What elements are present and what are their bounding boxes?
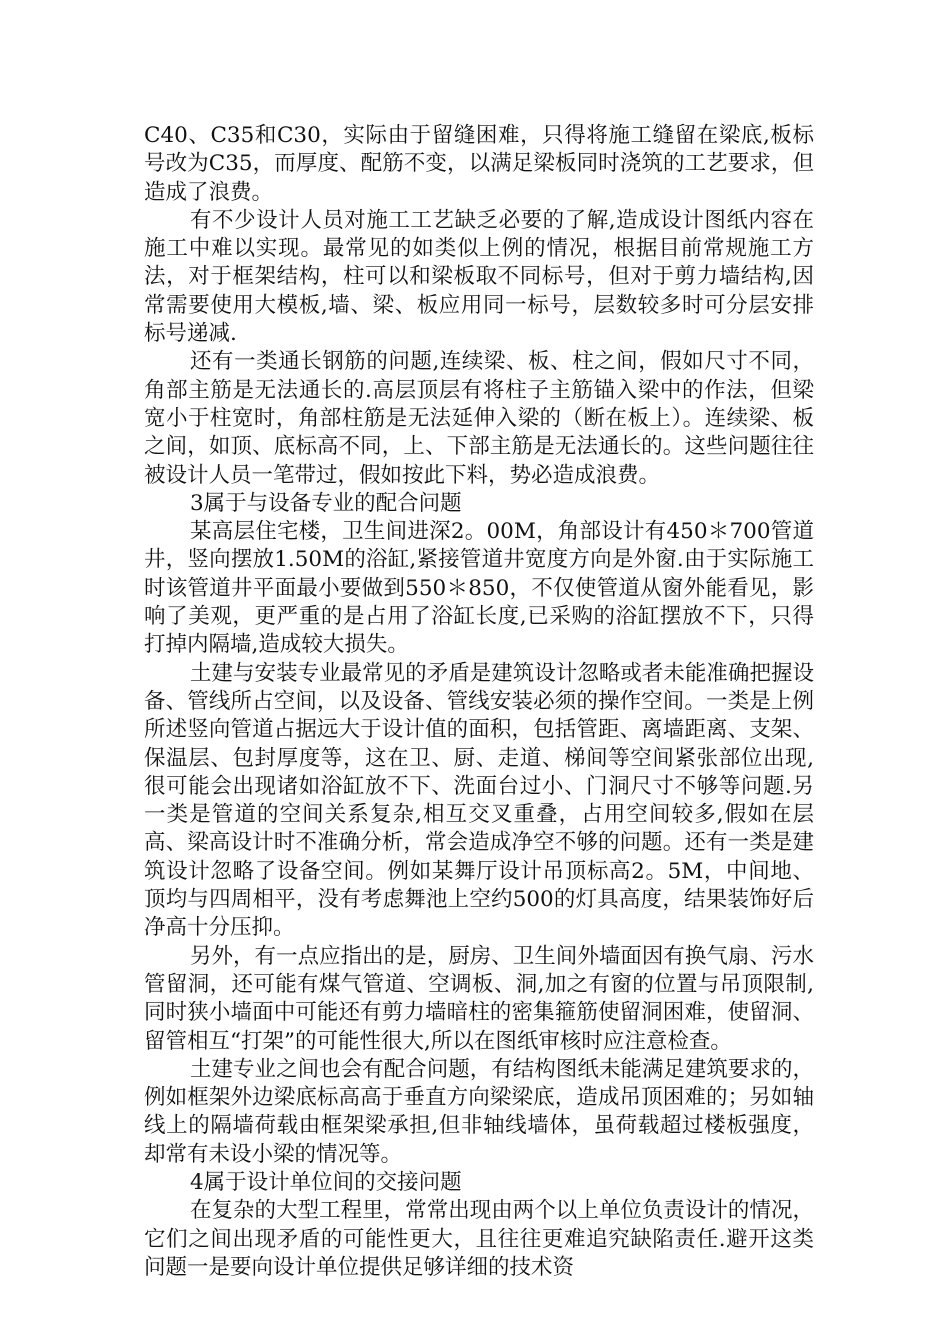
paragraph-installation-conflicts: 土建与安装专业最常见的矛盾是建筑设计忽略或者未能准确把握设备、管线所占空间，以及设备、管线安装必须的操作空间。一类是上例所述竖向管道占据远大于设计值的面积，包括管距、离墙距离、支架、保温层、包封厚度等，这在卫、厨、走道、梯间等空间紧张部位出现,很可能会出现诸如浴缸放不下、洗面台过小、门洞尺寸不够等问题.另一类是管道的空间关系复杂,相互交叉重叠，占用空间较多,假如在层高、梁高设计时不准确分析，常会造成净空不够的问题。还有一类是建筑设计忽略了设备空间。例如某舞厅设计吊顶标高2。5M，中间地、顶均与四周相平，没有考虑舞池上空约500的灯具高度，结果装饰好后净高十分压抑。 <box>144 660 814 941</box>
paragraph-bathroom-case: 某高层住宅楼，卫生间进深2。00M，角部设计有450＊700管道井，竖向摆放1.50M的浴缸,紧接管道井宽度方向是外窗.由于实际施工时该管道井平面最小要做到550＊850，不仅使管道从窗外能看见，影响了美观，更严重的是占用了浴缸长度,已采购的浴缸摆放不下，只得打掉内隔墙,造成较大损失。 <box>144 519 814 658</box>
paragraph-continued: C40、C35和C30，实际由于留缝困难，只得将施工缝留在梁底,板标号改为C35，而厚度、配筋不变，以满足梁板同时浇筑的工艺要求，但造成了浪费。 <box>144 123 814 205</box>
paragraph-design-units: 在复杂的大型工程里，常常出现由两个以上单位负责设计的情况，它们之间出现矛盾的可能性更大，且往往更难追究缺陷责任.避开这类问题一是要向设计单位提供足够详细的技术资 <box>144 1198 814 1280</box>
section-heading-4: 4属于设计单位间的交接问题 <box>190 1169 462 1195</box>
document-body <box>144 122 814 1282</box>
section-heading-3: 3属于与设备专业的配合问题 <box>190 490 462 516</box>
paragraph-civil-coordination: 土建专业之间也会有配合问题，有结构图纸未能满足建筑要求的，例如框架外边梁底标高高于垂直方向梁梁底，造成吊顶困难的；另如轴线上的隔墙荷载由框架梁承担,但非轴线墙体，虽荷载超过楼板强度，却常有未设小梁的情况等。 <box>144 1056 814 1167</box>
paragraph-construction-process: 有不少设计人员对施工工艺缺乏必要的了解,造成设计图纸内容在施工中难以实现。最常见的如类似上例的情况，根据目前常规施工方法，对于框架结构，柱可以和梁板取不同标号，但对于剪力墙结构,因常需要使用大模板,墙、梁、板应用同一标号，层数较多时可分层安排标号递减. <box>144 207 814 347</box>
paragraph-wall-openings: 另外，有一点应指出的是，厨房、卫生间外墙面因有换气扇、污水管留洞，还可能有煤气管道、空调板、洞,加之有窗的位置与吊顶限制,同时狭小墙面中可能还有剪力墙暗柱的密集箍筋使留洞困难，使留洞、留管相互“打架”的可能性很大,所以在图纸审核时应注意检查。 <box>144 943 814 1054</box>
paragraph-continuous-rebar: 还有一类通长钢筋的问题,连续梁、板、柱之间，假如尺寸不同，角部主筋是无法通长的.高层顶层有将柱子主筋锚入梁中的作法，但梁宽小于柱宽时，角部柱筋是无法延伸入梁的（断在板上）。连续梁、板之间，如顶、底标高不同，上、下部主筋是无法通长的。这些问题往往被设计人员一笔带过，假如按此下料，势必造成浪费。 <box>144 349 814 488</box>
